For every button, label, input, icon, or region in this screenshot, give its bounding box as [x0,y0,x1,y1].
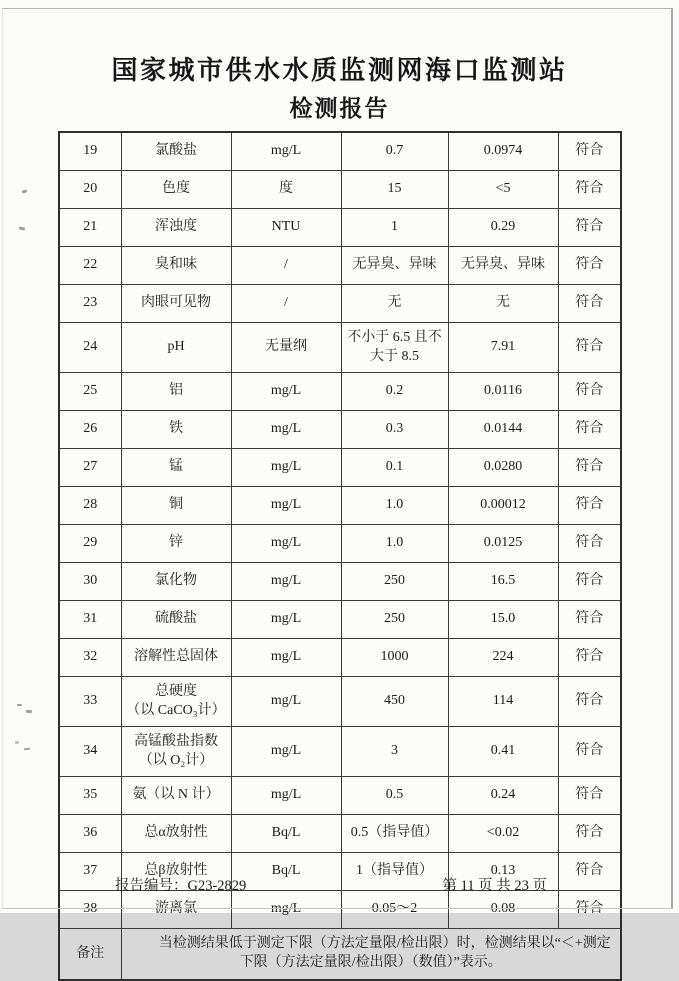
scan-speck [17,704,22,706]
cell-result: 0.0125 [448,525,558,563]
cell-unit: mg/L [231,525,341,563]
cell-result: 0.0280 [448,449,558,487]
cell-conclusion: 符合 [558,601,621,639]
cell-row-number: 38 [59,891,121,929]
report-title-line2: 检测报告 [289,96,390,121]
cell-row-number: 32 [59,639,121,677]
cell-row-number: 20 [59,171,121,209]
report-number: 报告编号：G23-2829 [115,878,247,894]
cell-limit: 1000 [341,639,448,677]
cell-result: 16.5 [448,563,558,601]
cell-unit: mg/L [231,373,341,411]
cell-conclusion: 符合 [558,247,621,285]
table-row [59,171,621,209]
cell-result: 无 [448,285,558,323]
cell-unit: mg/L [231,727,341,777]
cell-limit: 0.7 [341,132,448,171]
cell-unit: mg/L [231,777,341,815]
cell-result: 0.41 [448,727,558,777]
cell-limit: 250 [341,601,448,639]
cell-conclusion: 符合 [558,677,621,727]
table-row [59,373,621,411]
cell-conclusion: 符合 [558,563,621,601]
report-title-line1: 国家城市供水水质监测网海口监测站 [111,56,568,85]
cell-limit: 无 [341,285,448,323]
cell-parameter-name: 锌 [121,525,231,563]
table-row [59,449,621,487]
cell-limit: 不小于 6.5 且不大于 8.5 [341,323,448,373]
cell-result: 7.91 [448,323,558,373]
cell-limit: 1.0 [341,525,448,563]
cell-row-number: 23 [59,285,121,323]
cell-result: 0.0116 [448,373,558,411]
cell-limit: 1.0 [341,487,448,525]
table-row [59,209,621,247]
cell-result: <5 [448,171,558,209]
cell-row-number: 29 [59,525,121,563]
table-row [59,777,621,815]
cell-conclusion: 符合 [558,209,621,247]
cell-result: 0.24 [448,777,558,815]
cell-limit: 0.5（指导值） [341,815,448,853]
cell-limit: 0.5 [341,777,448,815]
table-row [59,411,621,449]
cell-unit: NTU [231,209,341,247]
scan-speck [19,227,25,231]
cell-unit: 无量纲 [231,323,341,373]
cell-unit: / [231,285,341,323]
cell-unit: Bq/L [231,853,341,891]
cell-row-number: 25 [59,373,121,411]
cell-conclusion: 符合 [558,449,621,487]
cell-parameter-name: 色度 [121,171,231,209]
scan-speck [22,189,28,193]
cell-result: 无异臭、异味 [448,247,558,285]
cell-conclusion: 符合 [558,639,621,677]
table-row [59,639,621,677]
table-row [59,601,621,639]
cell-row-number: 34 [59,727,121,777]
cell-parameter-name: 氨（以 N 计） [121,777,231,815]
cell-conclusion: 符合 [558,853,621,891]
table-row [59,247,621,285]
cell-row-number: 37 [59,853,121,891]
cell-conclusion: 符合 [558,171,621,209]
table-row [59,487,621,525]
cell-row-number: 36 [59,815,121,853]
table-row [59,525,621,563]
table-row [59,132,621,171]
cell-conclusion: 符合 [558,411,621,449]
cell-limit: 0.1 [341,449,448,487]
cell-unit: mg/L [231,487,341,525]
table-row [59,891,621,929]
scan-speck [26,710,32,714]
page-indicator: 第 11 页 共 23 页 [442,878,547,894]
cell-conclusion: 符合 [558,285,621,323]
cell-row-number: 26 [59,411,121,449]
cell-unit: mg/L [231,411,341,449]
cell-limit: 无异臭、异味 [341,247,448,285]
cell-unit: / [231,247,341,285]
scan-speck [24,748,30,751]
cell-parameter-name: 浑浊度 [121,209,231,247]
cell-limit: 15 [341,171,448,209]
cell-parameter-name: 硫酸盐 [121,601,231,639]
table-row [59,677,621,727]
cell-conclusion: 符合 [558,891,621,929]
cell-conclusion: 符合 [558,525,621,563]
cell-conclusion: 符合 [558,815,621,853]
cell-conclusion: 符合 [558,777,621,815]
cell-conclusion: 符合 [558,323,621,373]
page-footer [115,874,547,895]
table-row [59,563,621,601]
cell-result: 224 [448,639,558,677]
table-row [59,285,621,323]
cell-unit: mg/L [231,677,341,727]
cell-unit: mg/L [231,891,341,929]
cell-row-number: 22 [59,247,121,285]
cell-parameter-name: 铁 [121,411,231,449]
cell-row-number: 28 [59,487,121,525]
cell-parameter-name: 臭和味 [121,247,231,285]
cell-conclusion: 符合 [558,132,621,171]
cell-parameter-name: 锰 [121,449,231,487]
cell-limit: 0.2 [341,373,448,411]
results-table [58,131,622,981]
cell-row-number: 27 [59,449,121,487]
remark-row [59,929,621,981]
cell-parameter-name: pH [121,323,231,373]
cell-result: 0.29 [448,209,558,247]
cell-parameter-name: 氯化物 [121,563,231,601]
cell-result: 0.0144 [448,411,558,449]
cell-result: 114 [448,677,558,727]
cell-unit: mg/L [231,563,341,601]
cell-limit: 450 [341,677,448,727]
cell-limit: 1（指导值） [341,853,448,891]
cell-row-number: 24 [59,323,121,373]
cell-row-number: 33 [59,677,121,727]
cell-conclusion: 符合 [558,727,621,777]
cell-parameter-name: 总α放射性 [121,815,231,853]
cell-result: 0.13 [448,853,558,891]
cell-conclusion: 符合 [558,373,621,411]
cell-conclusion: 符合 [558,487,621,525]
cell-parameter-name: 游离氯 [121,891,231,929]
cell-unit: 度 [231,171,341,209]
cell-limit: 0.3 [341,411,448,449]
cell-parameter-name: 铝 [121,373,231,411]
cell-result: <0.02 [448,815,558,853]
scan-speck [15,741,19,744]
cell-row-number: 30 [59,563,121,601]
cell-parameter-name: 铜 [121,487,231,525]
cell-unit: mg/L [231,449,341,487]
cell-row-number: 31 [59,601,121,639]
cell-parameter-name: 总硬度 （以 CaCO₃计） [121,677,231,727]
cell-limit: 1 [341,209,448,247]
cell-result: 0.08 [448,891,558,929]
table-row [59,815,621,853]
cell-limit: 250 [341,563,448,601]
table-row [59,727,621,777]
cell-result: 0.00012 [448,487,558,525]
cell-row-number: 35 [59,777,121,815]
results-table-body [59,132,621,929]
table-row [59,323,621,373]
cell-row-number: 19 [59,132,121,171]
cell-unit: mg/L [231,639,341,677]
cell-parameter-name: 氯酸盐 [121,132,231,171]
cell-limit: 0.05～2 [341,891,448,929]
cell-parameter-name: 高锰酸盐指数 （以 O₂计） [121,727,231,777]
cell-result: 0.0974 [448,132,558,171]
cell-parameter-name: 溶解性总固体 [121,639,231,677]
remark-text: 当检测结果低于测定下限（方法定量限/检出限）时，检测结果以“＜+测定下限（方法定量限/检出限）（数值）”表示。 [121,929,621,981]
remark-label: 备注 [59,929,121,981]
cell-unit: Bq/L [231,815,341,853]
cell-parameter-name: 总β放射性 [121,853,231,891]
cell-parameter-name: 肉眼可见物 [121,285,231,323]
cell-limit: 3 [341,727,448,777]
cell-unit: mg/L [231,601,341,639]
cell-result: 15.0 [448,601,558,639]
cell-unit: mg/L [231,132,341,171]
cell-row-number: 21 [59,209,121,247]
